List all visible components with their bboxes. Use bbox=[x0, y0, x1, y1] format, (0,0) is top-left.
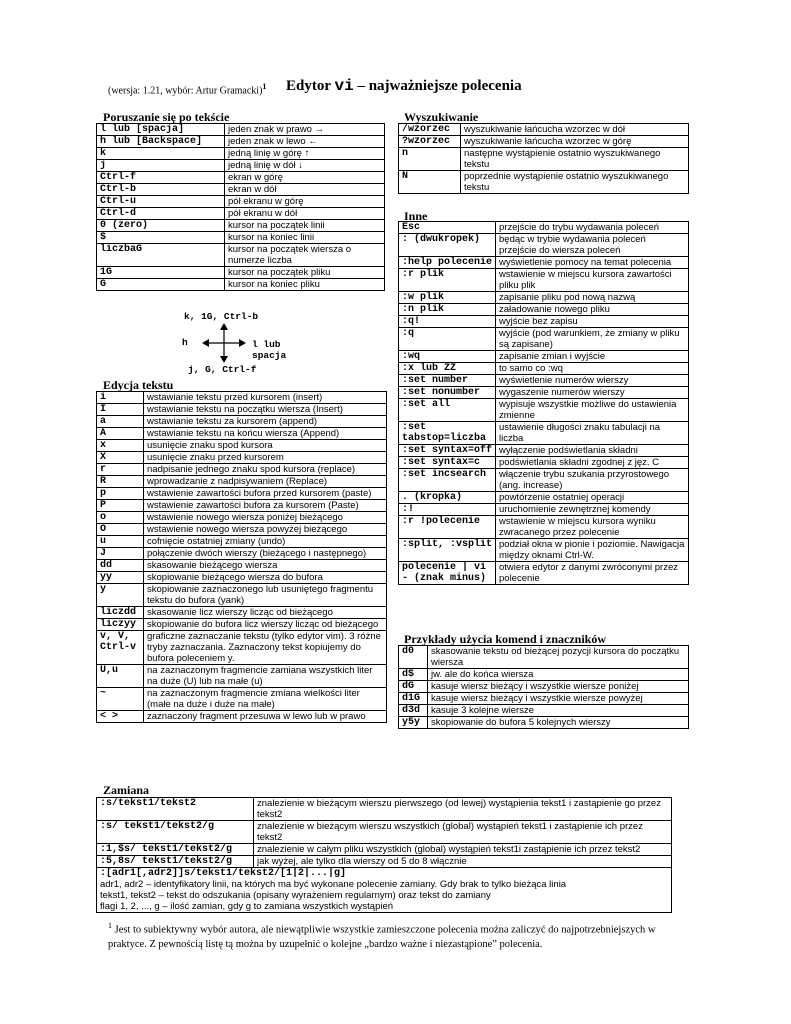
table-row bbox=[399, 504, 689, 516]
table-row bbox=[399, 171, 689, 194]
command-description: wstawienie zawartości bufora przed kursorem (paste) bbox=[144, 488, 387, 500]
table-row bbox=[97, 584, 387, 607]
table-row bbox=[97, 124, 385, 136]
table-row bbox=[399, 445, 689, 457]
table-row bbox=[399, 539, 689, 562]
table-row bbox=[97, 279, 385, 291]
command-description: skasowanie bieżącego wiersza bbox=[144, 560, 387, 572]
replace-title: Zamiana bbox=[103, 783, 150, 797]
version-text: (wersja: 1.21, wybór: Artur Gramacki) bbox=[108, 85, 263, 97]
command-description: wstawianie tekstu za kursorem (append) bbox=[144, 416, 387, 428]
command-description: wyświetlenie numerów wierszy bbox=[496, 375, 689, 387]
command-key: d3d bbox=[399, 705, 428, 717]
command-key: :help polecenie bbox=[399, 257, 496, 269]
command-description: graficzne zaznaczanie tekstu (tylko edytor vim). 3 różne tryby zaznaczania. Zaznaczony tekst kopiujemy do bufora poleceniem y. bbox=[144, 631, 387, 665]
table-row bbox=[97, 512, 387, 524]
table-row bbox=[399, 328, 689, 351]
command-key: 1G bbox=[97, 267, 225, 279]
command-description: wyszukiwanie łańcucha wzorzec w dół bbox=[461, 124, 689, 136]
command-description: kursor na początek linii bbox=[225, 220, 385, 232]
command-description: pół ekranu w dół bbox=[225, 208, 385, 220]
command-description: skopiowanie zaznaczonego lub usuniętego fragmentu tekstu do bufora (yank) bbox=[144, 584, 387, 607]
command-description: wygaszenie numerów wierszy bbox=[496, 387, 689, 399]
table-row bbox=[399, 516, 689, 539]
table-row bbox=[399, 646, 689, 669]
table-row bbox=[97, 232, 385, 244]
command-key: 0 (zero) bbox=[97, 220, 225, 232]
command-description: wstawianie tekstu przed kursorem (insert) bbox=[144, 392, 387, 404]
table-row bbox=[399, 234, 689, 257]
syntax-note: flagi 1, 2, ..., g – ilość zamian, gdy g to zamiana wszystkich wystąpień bbox=[100, 901, 394, 912]
command-key: :! bbox=[399, 504, 496, 516]
cross-arrows-icon bbox=[202, 323, 246, 363]
movement-title: Poruszanie się po tekście bbox=[103, 110, 230, 124]
command-description: ekran w dół bbox=[225, 184, 385, 196]
table-row bbox=[97, 476, 387, 488]
editing-table bbox=[96, 391, 387, 723]
command-key: G bbox=[97, 279, 225, 291]
command-key: d$ bbox=[399, 669, 428, 681]
table-row bbox=[97, 220, 385, 232]
command-key: :set number bbox=[399, 375, 496, 387]
command-description: znalezienie w całym pliku wszystkich (global) wystąpień tekst1i zastąpienie ich przez tekst2 bbox=[254, 844, 672, 856]
table-row bbox=[97, 136, 385, 148]
command-key: r bbox=[97, 464, 144, 476]
syntax-note: tekst1, tekst2 – tekst do odszukania (opisany wyrażeniem regularnym) oraz tekst do zamiany bbox=[100, 890, 491, 901]
command-key: liczdd bbox=[97, 607, 144, 619]
command-key: $ bbox=[97, 232, 225, 244]
command-description: skopiowanie do bufora 5 kolejnych wierszy bbox=[428, 717, 689, 729]
command-key: < > bbox=[97, 711, 144, 723]
command-key: ~ bbox=[97, 688, 144, 711]
command-description: przejście do trybu wydawania poleceń bbox=[496, 222, 689, 234]
command-key: l lub [spacja] bbox=[97, 124, 225, 136]
table-row bbox=[97, 798, 672, 821]
command-description: skasowanie tekstu od bieżącej pozycji kursora do początku wiersza bbox=[428, 646, 689, 669]
other-title: Inne bbox=[404, 209, 428, 223]
command-description: jeden znak w prawo → bbox=[225, 124, 385, 136]
command-description: wyjście (pod warunkiem, że zmiany w pliku są zapisane) bbox=[496, 328, 689, 351]
command-description: ekran w górę bbox=[225, 172, 385, 184]
command-key: :set all bbox=[399, 399, 496, 422]
table-row bbox=[399, 316, 689, 328]
command-key: liczyy bbox=[97, 619, 144, 631]
table-row bbox=[97, 208, 385, 220]
command-key: :1,$s/ tekst1/tekst2/g bbox=[97, 844, 254, 856]
table-row bbox=[97, 196, 385, 208]
command-key: d0 bbox=[399, 646, 428, 669]
command-key: :5,8s/ tekst1/tekst2/g bbox=[97, 856, 254, 868]
command-description: połączenie dwóch wierszy (bieżącego i następnego) bbox=[144, 548, 387, 560]
command-key: X bbox=[97, 452, 144, 464]
table-row bbox=[97, 160, 385, 172]
table-row bbox=[97, 184, 385, 196]
table-row bbox=[399, 399, 689, 422]
table-row bbox=[97, 428, 387, 440]
table-row bbox=[399, 304, 689, 316]
command-description: będąc w trybie wydawania poleceń przejście do wiersza poleceń bbox=[496, 234, 689, 257]
command-description: kursor na koniec pliku bbox=[225, 279, 385, 291]
command-description: wstawianie tekstu na końcu wiersza (Append) bbox=[144, 428, 387, 440]
command-key: h lub [Backspace] bbox=[97, 136, 225, 148]
diagram-right-label: l lub spacja bbox=[252, 339, 287, 361]
table-row bbox=[399, 705, 689, 717]
general-syntax: :[adr1[,adr2]]s/tekst1/tekst2/[1|2|...|g] bbox=[100, 868, 347, 879]
table-row bbox=[97, 665, 387, 688]
command-description: jw. ale do końca wiersza bbox=[428, 669, 689, 681]
command-description: załadowanie nowego pliku bbox=[496, 304, 689, 316]
command-description: cofnięcie ostatniej zmiany (undo) bbox=[144, 536, 387, 548]
table-row bbox=[97, 392, 387, 404]
command-key: Ctrl-u bbox=[97, 196, 225, 208]
command-key: :set tabstop=liczba bbox=[399, 422, 496, 445]
footnote-mark: 1 bbox=[108, 921, 112, 930]
command-description: zapisanie pliku pod nową nazwą bbox=[496, 292, 689, 304]
command-description: znalezienie w bieżącym wierszu pierwszego (od lewej) wystąpienia tekst1 i zastąpienie go przez tekst2 bbox=[254, 798, 672, 821]
table-row bbox=[399, 562, 689, 585]
command-description: kasuje 3 kolejne wiersze bbox=[428, 705, 689, 717]
command-key: a bbox=[97, 416, 144, 428]
footnote-divider bbox=[108, 912, 286, 913]
table-row bbox=[97, 536, 387, 548]
command-key: :s/tekst1/tekst2 bbox=[97, 798, 254, 821]
command-description: wstawienie nowego wiersza poniżej bieżącego bbox=[144, 512, 387, 524]
table-row bbox=[399, 269, 689, 292]
table-row bbox=[399, 469, 689, 492]
command-key: :n plik bbox=[399, 304, 496, 316]
table-row bbox=[97, 821, 672, 844]
command-description: pół ekranu w górę bbox=[225, 196, 385, 208]
command-key: A bbox=[97, 428, 144, 440]
command-key: k bbox=[97, 148, 225, 160]
command-key: :set syntax=off bbox=[399, 445, 496, 457]
title-vi: vi bbox=[334, 77, 354, 95]
command-key: . (kropka) bbox=[399, 492, 496, 504]
table-row bbox=[97, 440, 387, 452]
table-row bbox=[97, 560, 387, 572]
command-description: kursor na początek pliku bbox=[225, 267, 385, 279]
table-row bbox=[97, 631, 387, 665]
command-description: wyłączenie podświetlania składni bbox=[496, 445, 689, 457]
diagram-up-label: k, 1G, Ctrl-b bbox=[184, 311, 259, 322]
table-row bbox=[97, 607, 387, 619]
command-description: wstawianie tekstu na początku wiersza (Insert) bbox=[144, 404, 387, 416]
command-description: zapisanie zmian i wyjście bbox=[496, 351, 689, 363]
other-table bbox=[398, 221, 689, 585]
command-description: usunięcie znaku przed kursorem bbox=[144, 452, 387, 464]
command-key: : (dwukropek) bbox=[399, 234, 496, 257]
command-key: Ctrl-d bbox=[97, 208, 225, 220]
table-row bbox=[399, 492, 689, 504]
command-key: p bbox=[97, 488, 144, 500]
command-key: Ctrl-b bbox=[97, 184, 225, 196]
table-row bbox=[399, 351, 689, 363]
command-description: skopiowanie do bufora licz wierszy licząc od bieżącego bbox=[144, 619, 387, 631]
command-description: podział okna w pionie i poziomie. Nawigacja między oknami Ctrl-W. bbox=[496, 539, 689, 562]
command-description: skopiowanie bieżącego wiersza do bufora bbox=[144, 572, 387, 584]
table-row bbox=[97, 844, 672, 856]
command-key: y5y bbox=[399, 717, 428, 729]
command-description: kursor na początek wiersza o numerze liczba bbox=[225, 244, 385, 267]
command-description: uruchomienie zewnętrznej komendy bbox=[496, 504, 689, 516]
examples-table bbox=[398, 645, 689, 729]
table-row bbox=[97, 267, 385, 279]
command-description: otwiera edytor z danymi zwróconymi przez polecenie bbox=[496, 562, 689, 585]
footnote bbox=[108, 919, 680, 952]
command-description: wstawienie zawartości bufora za kursorem (Paste) bbox=[144, 500, 387, 512]
table-row bbox=[97, 452, 387, 464]
command-key: o bbox=[97, 512, 144, 524]
table-row bbox=[97, 500, 387, 512]
command-key: :split, :vsplit bbox=[399, 539, 496, 562]
diagram-down-label: j, G, Ctrl-f bbox=[188, 364, 257, 375]
table-row bbox=[97, 548, 387, 560]
command-key: liczbaG bbox=[97, 244, 225, 267]
diagram-left-label: h bbox=[182, 337, 188, 348]
command-description: kasuje wiersz bieżący i wszystkie wiersze poniżej bbox=[428, 681, 689, 693]
editing-title: Edycja tekstu bbox=[103, 378, 174, 392]
replace-table bbox=[96, 797, 672, 913]
command-key: d1G bbox=[399, 693, 428, 705]
command-description: jedną linię w dół ↓ bbox=[225, 160, 385, 172]
command-key: n bbox=[399, 148, 461, 171]
table-row bbox=[399, 681, 689, 693]
table-row bbox=[399, 422, 689, 445]
page-title bbox=[286, 77, 522, 95]
command-key: dG bbox=[399, 681, 428, 693]
table-row bbox=[399, 693, 689, 705]
command-description: poprzednie wystąpienie ostatnio wyszukiwanego tekstu bbox=[461, 171, 689, 194]
title-suffix: – najważniejsze polecenia bbox=[357, 78, 522, 94]
table-row bbox=[399, 257, 689, 269]
title-prefix: Edytor bbox=[286, 78, 331, 94]
command-description: wstawienie w miejscu kursora wyniku zwracanego przez polecenie bbox=[496, 516, 689, 539]
command-description: skasowanie licz wierszy licząc od bieżącego bbox=[144, 607, 387, 619]
command-key: O bbox=[97, 524, 144, 536]
table-row bbox=[399, 136, 689, 148]
command-key: :r !polecenie bbox=[399, 516, 496, 539]
command-description: kasuje wiersz bieżący i wszystkie wiersze powyżej bbox=[428, 693, 689, 705]
search-title: Wyszukiwanie bbox=[404, 110, 479, 124]
command-key: yy bbox=[97, 572, 144, 584]
command-description: to samo co :wq bbox=[496, 363, 689, 375]
command-key: N bbox=[399, 171, 461, 194]
command-description: wyjście bez zapisu bbox=[496, 316, 689, 328]
table-row bbox=[399, 148, 689, 171]
command-key: polecenie | vi - (znak minus) bbox=[399, 562, 496, 585]
search-table bbox=[398, 123, 689, 194]
table-row bbox=[399, 222, 689, 234]
command-description: wprowadzanie z nadpisywaniem (Replace) bbox=[144, 476, 387, 488]
command-key: y bbox=[97, 584, 144, 607]
table-row bbox=[399, 375, 689, 387]
command-key: :q bbox=[399, 328, 496, 351]
table-row bbox=[97, 524, 387, 536]
command-key: J bbox=[97, 548, 144, 560]
table-row bbox=[399, 457, 689, 469]
command-key: I bbox=[97, 404, 144, 416]
command-description: wyszukiwanie łańcucha wzorzec w górę bbox=[461, 136, 689, 148]
table-row bbox=[97, 711, 387, 723]
command-description: ustawienie długości znaku tabulacji na liczba bbox=[496, 422, 689, 445]
table-row bbox=[399, 387, 689, 399]
command-key: :r plik bbox=[399, 269, 496, 292]
command-key: :x lub ZZ bbox=[399, 363, 496, 375]
command-description: wypisuje wszystkie możliwe do ustawienia zmienne bbox=[496, 399, 689, 422]
command-key: Esc bbox=[399, 222, 496, 234]
command-description: kursor na koniec linii bbox=[225, 232, 385, 244]
command-key: Ctrl-f bbox=[97, 172, 225, 184]
command-description: jeden znak w lewo ← bbox=[225, 136, 385, 148]
command-description: podświetlania składni zgodnej z jęz. C bbox=[496, 457, 689, 469]
footnote-reference: 1 bbox=[262, 82, 267, 91]
direction-diagram bbox=[180, 309, 320, 379]
command-description: następne wystąpienie ostatnio wyszukiwanego tekstu bbox=[461, 148, 689, 171]
table-row bbox=[97, 464, 387, 476]
command-key: dd bbox=[97, 560, 144, 572]
movement-table bbox=[96, 123, 385, 291]
command-key: ?wzorzec bbox=[399, 136, 461, 148]
command-description: jedną linię w górę ↑ bbox=[225, 148, 385, 160]
command-key: :w plik bbox=[399, 292, 496, 304]
table-row bbox=[399, 292, 689, 304]
examples-title: Przykłady użycia komend i znaczników bbox=[404, 632, 607, 646]
table-row bbox=[97, 688, 387, 711]
command-description: włączenie trybu szukania przyrostowego (ang. increase) bbox=[496, 469, 689, 492]
command-description: wyświetlenie pomocy na temat polecenia bbox=[496, 257, 689, 269]
table-row bbox=[97, 404, 387, 416]
table-row bbox=[97, 172, 385, 184]
command-description: na zaznaczonym fragmencie zamiana wszystkich liter na duże (U) lub na małe (u) bbox=[144, 665, 387, 688]
table-row bbox=[97, 619, 387, 631]
command-key: P bbox=[97, 500, 144, 512]
command-description: usunięcie znaku spod kursora bbox=[144, 440, 387, 452]
command-key: :wq bbox=[399, 351, 496, 363]
general-syntax-row bbox=[97, 868, 672, 913]
command-description: wstawienie nowego wiersza powyżej bieżącego bbox=[144, 524, 387, 536]
table-row bbox=[399, 363, 689, 375]
command-key: u bbox=[97, 536, 144, 548]
command-description: na zaznaczonym fragmencie zmiana wielkości liter (małe na duże i duże na małe) bbox=[144, 688, 387, 711]
command-key: :q! bbox=[399, 316, 496, 328]
syntax-note: adr1, adr2 – identyfikatory linii, na których ma być wykonane polecenie zamiany. Gdy brak to tylko bieżąca linia bbox=[100, 879, 567, 890]
command-description: wstawienie w miejscu kursora zawartości pliku plik bbox=[496, 269, 689, 292]
table-row bbox=[97, 572, 387, 584]
table-row bbox=[97, 244, 385, 267]
version-note bbox=[108, 82, 266, 96]
command-key: /wzorzec bbox=[399, 124, 461, 136]
command-key: :set syntax=c bbox=[399, 457, 496, 469]
command-description: zaznaczony fragment przesuwa w lewo lub w prawo bbox=[144, 711, 387, 723]
command-key: :set nonumber bbox=[399, 387, 496, 399]
command-description: znalezienie w bieżącym wierszu wszystkich (global) wystąpień tekst1 i zastąpienie ich przez tekst2 bbox=[254, 821, 672, 844]
table-row bbox=[97, 488, 387, 500]
command-key: :set incsearch bbox=[399, 469, 496, 492]
table-row bbox=[399, 717, 689, 729]
table-row bbox=[399, 669, 689, 681]
command-description: jak wyżej, ale tylko dla wierszy od 5 do 8 włącznie bbox=[254, 856, 672, 868]
general-syntax-cell bbox=[97, 868, 672, 913]
command-key: v, V, Ctrl-v bbox=[97, 631, 144, 665]
command-description: nadpisanie jednego znaku spod kursora (replace) bbox=[144, 464, 387, 476]
command-key: x bbox=[97, 440, 144, 452]
command-key: j bbox=[97, 160, 225, 172]
table-row bbox=[97, 416, 387, 428]
command-description: powtórzenie ostatniej operacji bbox=[496, 492, 689, 504]
command-key: i bbox=[97, 392, 144, 404]
table-row bbox=[399, 124, 689, 136]
command-key: R bbox=[97, 476, 144, 488]
footnote-text: Jest to subiektywny wybór autora, ale niewątpliwie wszystkie zamieszczone polecenia można zaliczyć do najpotrzebniejszych w praktyce. Z pewnością listę tą można by uzupełnić o kolejne „bardzo ważne i niezastąpione” polecenia. bbox=[108, 924, 656, 950]
table-row bbox=[97, 148, 385, 160]
command-key: U,u bbox=[97, 665, 144, 688]
command-key: :s/ tekst1/tekst2/g bbox=[97, 821, 254, 844]
table-row bbox=[97, 856, 672, 868]
